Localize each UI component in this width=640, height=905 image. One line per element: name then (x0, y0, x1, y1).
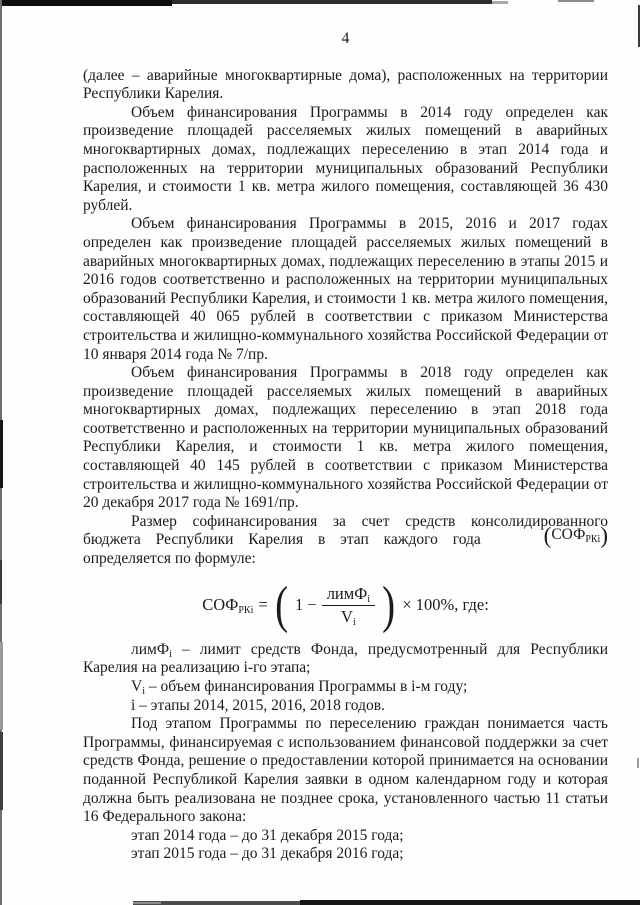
scan-artifact-right-dot (637, 758, 639, 768)
definition-limf-symbol: лимФ (131, 640, 170, 658)
cofinancing-text-before: Размер софинансирования за счет средств консолидированного бюджета Республики Карелия в этап каждого года (83, 512, 608, 549)
fraction-denominator (322, 605, 375, 629)
formula-fraction (322, 583, 375, 629)
scan-artifact-top-bar-fade (492, 1, 508, 4)
inline-formula-sof-rki (496, 523, 608, 549)
definition-i: i – этапы 2014, 2015, 2016, 2018 годов. (131, 696, 385, 714)
paragraph-funding-2015-2017: Объем финансирования Программы в 2015, 2016 и 2017 годах определен как произведение площадей расселяемых жилых помещений в аварийных многоквартирных домах, подлежащих переселению в этапы 2015 и 2016 годов соответственно и расположенных на территории муниципальных образований Республики Карелия, и стоимости 1 кв. метра жилого помещения, составляющей 40 065 рублей в соответствии с приказом Министерства строительства и жилищно-коммунального хозяйства Российской Федерации от 10 января 2014 года № 7/пр. (83, 215, 608, 363)
formula-block (83, 576, 608, 634)
scan-artifact-left-segment (0, 642, 3, 730)
scan-artifact-top-bar (0, 0, 492, 4)
formula-multiplier: × 100%, где: (402, 595, 489, 615)
inline-left-paren: ( (543, 523, 552, 549)
scan-artifact-left-segment (0, 560, 2, 604)
denominator-subscript: i (352, 617, 356, 629)
stage-deadline-2015: этап 2015 года – до 31 декабря 2016 года; (131, 845, 404, 863)
scan-artifact-bottom-bar-dark (300, 900, 640, 905)
scan-artifact-bottom-bar-fade (133, 902, 161, 904)
paragraph-cofinancing-intro (83, 513, 608, 569)
cofinancing-text-after: определяется по формуле: (83, 550, 256, 568)
formula-right-paren: ) (382, 576, 396, 634)
scan-artifact-left-segment (0, 420, 3, 488)
paragraph-stage-definition: Под этапом Программы по переселению граждан понимается часть Программы, финансируемая с использованием финансовой поддержки за счет средств Фонда, решение о предоставлении которой принимается на основании поданной Республикой Карелия заявки в одном календарном году и которая должна быть реализована не позднее срока, установленного частью 11 статьи 16 Федерального закона: (83, 715, 608, 826)
document-text-block (83, 30, 608, 864)
definition-limf-subscript: i (169, 648, 172, 660)
stage-deadline-2014: этап 2014 года – до 31 декабря 2015 года; (131, 826, 404, 844)
paragraph-funding-2018: Объем финансирования Программы в 2018 году определен как произведение площадей расселяемых жилых помещений в аварийных многоквартирных домах, подлежащих переселению в этап 2018 года соответственно и расположенных на территории муниципальных образований Республики Карелия, и стоимости 1 кв. метра жилого помещения, составляющей 40 145 рублей в соответствии с приказом Министерства строительства и жилищно-коммунального хозяйства Российской Федерации от 20 декабря 2017 года № 1691/пр. (83, 364, 608, 512)
inline-formula-base: СОФ (551, 526, 586, 544)
numerator-base: лимФ (326, 583, 368, 603)
definition-limf-text: – лимит средств Фонда, предусмотренный для Республики Карелия на реализацию i-го этапа; (83, 640, 608, 677)
formula-one-minus: 1 − (295, 595, 317, 615)
definition-limf (83, 641, 608, 678)
inline-right-paren: ) (600, 523, 608, 549)
formula-left-paren: ( (274, 576, 288, 634)
numerator-subscript: i (367, 593, 371, 605)
scan-artifact-top-bar-dark (0, 0, 172, 6)
scan-artifact-bottom-bar (133, 901, 640, 905)
denominator-base: V (341, 607, 353, 627)
page-number: 4 (341, 30, 350, 47)
definition-v-text: – объем финансирования Программы в i-м году; (144, 678, 468, 695)
definition-v-symbol: V (131, 678, 143, 695)
formula-lhs (202, 595, 254, 617)
definition-v (83, 678, 608, 697)
paragraph-continuation: (далее – аварийные многоквартирные дома), расположенных на территории Республики Карелия. (83, 66, 608, 103)
scan-artifact-top-dash (558, 0, 594, 2)
definition-v-subscript: i (142, 686, 145, 697)
scan-artifact-left-edge-line (0, 0, 2, 905)
formula-lhs-subscript: РКi (238, 605, 254, 617)
scan-artifact-left-segment (0, 732, 3, 810)
equals-sign: = (258, 595, 268, 615)
paragraph-funding-2014: Объем финансирования Программы в 2014 году определен как произведение площадей расселяемых жилых помещений в аварийных многоквартирных домах, подлежащих переселению в этап 2014 года и расположенных на территории муниципальных образований Республики Карелия, и стоимости 1 кв. метра жилого помещения, составляющей 36 430 рублей. (83, 103, 608, 214)
fraction-numerator (322, 583, 375, 606)
inline-formula-subscript: РКi (585, 534, 601, 546)
formula-lhs-base: СОФ (202, 595, 239, 615)
cofinancing-formula (202, 576, 489, 634)
